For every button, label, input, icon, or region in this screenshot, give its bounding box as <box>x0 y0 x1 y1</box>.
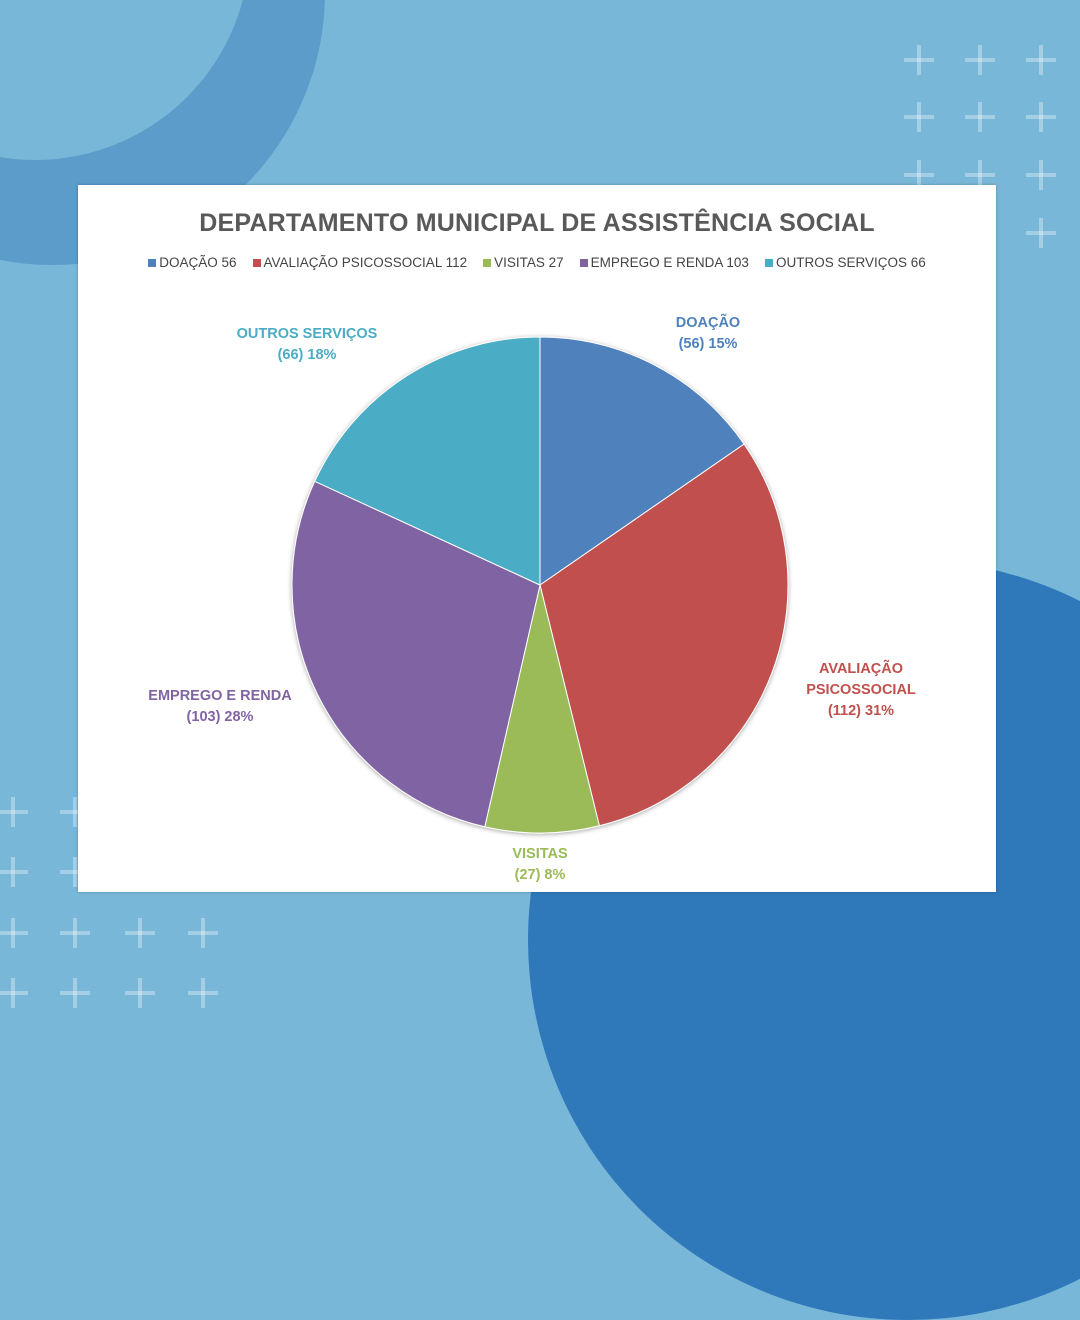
plus-icon <box>125 978 155 1008</box>
plus-icon <box>0 918 28 948</box>
plus-icon <box>1026 45 1056 75</box>
data-label-line: AVALIAÇÃO <box>818 661 904 677</box>
plus-icon <box>1026 102 1056 132</box>
pie-slices <box>292 337 788 833</box>
data-label-line: (103) 28% <box>186 709 254 725</box>
plus-icon <box>1026 160 1056 190</box>
plus-icon <box>188 978 218 1008</box>
data-label <box>676 313 740 352</box>
plus-icon <box>965 102 995 132</box>
legend-label: VISITAS 27 <box>494 255 564 270</box>
data-label <box>148 688 292 725</box>
data-label <box>806 659 916 719</box>
data-label-line: VISITAS <box>512 846 568 862</box>
data-label <box>237 326 378 363</box>
legend-label: EMPREGO E RENDA 103 <box>590 255 749 270</box>
legend-label: DOAÇÃO 56 <box>159 255 237 270</box>
plus-icon <box>0 797 28 827</box>
plus-icon <box>1026 218 1056 248</box>
legend-label: OUTROS SERVIÇOS 66 <box>775 255 926 270</box>
data-label-line: (112) 31% <box>827 703 895 719</box>
plus-icon <box>904 102 934 132</box>
data-label-line: DOAÇÃO <box>675 315 741 331</box>
data-label-line: (56) 15% <box>678 336 738 352</box>
chart-card <box>78 185 996 892</box>
pie-chart <box>78 185 996 892</box>
data-label-line: PSICOSSOCIAL <box>806 682 916 698</box>
plus-icon <box>0 857 28 887</box>
data-label <box>512 846 568 883</box>
plus-icon <box>904 45 934 75</box>
plus-icon <box>0 978 28 1008</box>
plus-icon <box>125 918 155 948</box>
plus-icon <box>60 918 90 948</box>
data-label-line: OUTROS SERVIÇOS <box>236 326 378 342</box>
legend-label: AVALIAÇÃO PSICOSSOCIAL 112 <box>263 255 468 270</box>
data-label-line: (27) 8% <box>514 867 566 883</box>
plus-icon <box>188 918 218 948</box>
data-label-line: EMPREGO E RENDA <box>148 688 292 704</box>
data-label-line: (66) 18% <box>277 347 337 363</box>
plus-icon <box>60 978 90 1008</box>
plus-icon <box>965 45 995 75</box>
chart-title: DEPARTAMENTO MUNICIPAL DE ASSISTÊNCIA SOCIAL <box>199 209 875 237</box>
